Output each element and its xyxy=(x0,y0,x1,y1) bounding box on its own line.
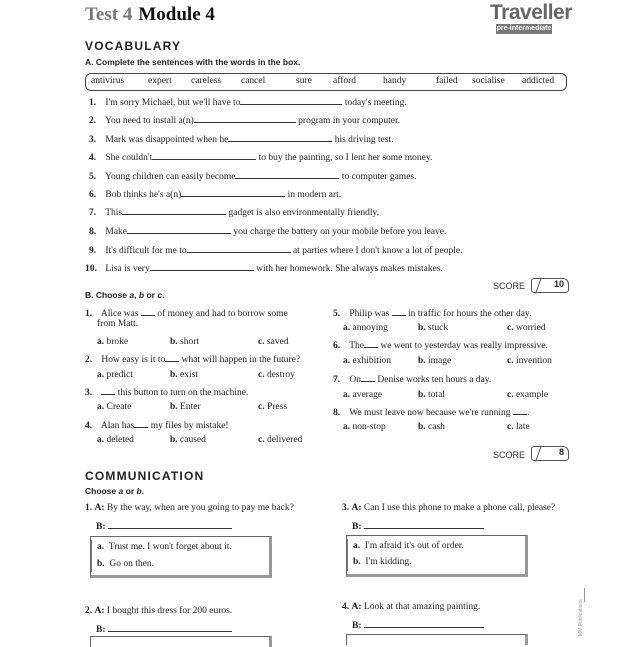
dialogue-response: B: xyxy=(352,520,484,532)
answer-blank[interactable] xyxy=(228,133,332,142)
dialogue-prompt: 1. A: By the way, when are you going to pay me back? xyxy=(85,503,294,513)
page-title xyxy=(85,4,215,26)
answer-blank[interactable] xyxy=(361,373,375,382)
answer-blank[interactable] xyxy=(513,406,527,415)
dialogue-response: B: xyxy=(96,623,232,635)
answer-blank[interactable] xyxy=(141,307,155,316)
option-b[interactable]: b. exist xyxy=(170,370,198,380)
sentence-row: 9. It's difficult for me to at parties where I don't know a lot of people. xyxy=(89,246,463,256)
mc-question: 3. this button to turn on the machine. xyxy=(85,388,249,398)
answer-blank[interactable] xyxy=(134,419,148,428)
sentence-row: 10. Lisa is very with her homework. She always makes mistakes. xyxy=(85,264,443,274)
sentence-row: 4. She couldn't to buy the painting, so I lent her some money. xyxy=(89,153,433,163)
mc-question: 1. Alice was of money and had to borrow some xyxy=(85,309,288,319)
score-label: SCORE xyxy=(493,450,526,460)
word-item: cancel xyxy=(241,76,266,86)
sentence-row: 2. You need to install a(n) program in your computer. xyxy=(89,116,400,126)
answer-blank[interactable] xyxy=(240,96,342,105)
mc-question: 5. Philip was in traffic for hours the other day. xyxy=(333,309,532,319)
choice-box xyxy=(90,536,272,578)
option-a[interactable]: a. annoying xyxy=(343,323,388,333)
sentence-row: 8. Make you charge the battery on your mobile before you leave. xyxy=(89,227,447,237)
word-item: afford xyxy=(333,76,357,86)
answer-blank[interactable] xyxy=(101,386,115,395)
option-c[interactable]: c. delivered xyxy=(258,435,303,445)
option-b[interactable]: b. stuck xyxy=(418,323,449,333)
answer-blank[interactable] xyxy=(392,307,406,316)
answer-blank[interactable] xyxy=(108,520,232,529)
score-label: SCORE xyxy=(493,281,526,291)
option-c[interactable]: c. example xyxy=(507,390,549,400)
part-a-instruction: A. Complete the sentences with the words in the box. xyxy=(85,57,301,67)
choice-b[interactable]: b. Go on then. xyxy=(97,559,155,569)
choice-a[interactable]: a. Trust me. I won't forget about it. xyxy=(97,542,232,552)
module-label: Module 4 xyxy=(138,4,215,25)
word-item: expert xyxy=(148,76,172,86)
answer-blank[interactable] xyxy=(181,188,285,197)
answer-blank[interactable] xyxy=(108,623,232,632)
sentence-row: 7. This gadget is also environmentally friendly. xyxy=(89,208,380,218)
option-b[interactable]: b. Enter xyxy=(170,402,201,412)
answer-blank[interactable] xyxy=(364,619,484,628)
test-label: Test 4 xyxy=(85,4,133,25)
option-c[interactable]: c. saved xyxy=(258,337,289,347)
brand-tag: pre-intermediate xyxy=(496,25,552,32)
dialogue-prompt: 4. A: Look at that amazing painting. xyxy=(342,602,481,612)
communication-heading: COMMUNICATION xyxy=(85,469,205,483)
word-box xyxy=(85,73,567,91)
word-item: antivirus xyxy=(91,76,125,86)
option-a[interactable]: a. broke xyxy=(97,337,129,347)
choice-box xyxy=(90,636,272,647)
option-a[interactable]: a. deleted xyxy=(97,435,134,445)
word-item: addicted xyxy=(522,76,555,86)
option-b[interactable]: b. cash xyxy=(418,422,445,432)
communication-instruction: Choose a or b. xyxy=(85,486,145,496)
dialogue-prompt: 2. A: I bought this dress for 200 euros. xyxy=(85,606,233,616)
mc-question: 2. How easy is it to what will happen in the future? xyxy=(85,355,301,365)
option-c[interactable]: c. worried xyxy=(507,323,546,333)
score-total: 10 xyxy=(553,279,564,289)
mc-question: 8. We must leave now because we're running . xyxy=(333,408,530,418)
word-item: handy xyxy=(383,76,407,86)
answer-blank[interactable] xyxy=(152,151,256,160)
answer-blank[interactable] xyxy=(364,339,378,348)
option-c[interactable]: c. invention xyxy=(507,356,552,366)
dialogue-prompt: 3. A: Can I use this phone to make a phone call, please? xyxy=(342,503,556,513)
option-a[interactable]: a. predict xyxy=(97,370,133,380)
answer-blank[interactable] xyxy=(187,244,291,253)
word-item: failed xyxy=(436,76,458,86)
choice-a[interactable]: a. I'm afraid it's out of order. xyxy=(353,541,464,551)
brand-logo xyxy=(490,1,572,34)
option-a[interactable]: a. average xyxy=(343,390,383,400)
option-c[interactable]: c. Press xyxy=(258,402,288,412)
answer-blank[interactable] xyxy=(122,206,226,215)
option-b[interactable]: b. total xyxy=(418,390,445,400)
word-item: careless xyxy=(191,76,222,86)
mc-question-cont: from Matt. xyxy=(97,319,139,329)
sentence-row: 5. Young children can easily become to computer games. xyxy=(89,172,417,182)
answer-blank[interactable] xyxy=(150,262,254,271)
sentence-row: 3. Mark was disappointed when he his driving test. xyxy=(89,135,394,145)
publisher-mark: MM Publications xyxy=(578,599,584,636)
choice-box xyxy=(346,535,528,577)
score-box[interactable] xyxy=(531,446,569,461)
answer-blank[interactable] xyxy=(127,225,231,234)
option-c[interactable]: c. destroy xyxy=(258,370,295,380)
option-a[interactable]: a. exhibition xyxy=(343,356,392,366)
mc-question: 6. The we went to yesterday was really impressive. xyxy=(333,341,548,351)
option-a[interactable]: a. Create xyxy=(97,402,132,412)
score-total: 8 xyxy=(558,447,564,457)
answer-blank[interactable] xyxy=(194,114,296,123)
sentence-row: 6. Bob thinks he's a(n) in modern art. xyxy=(89,190,342,200)
word-item: sure xyxy=(296,76,312,86)
option-b[interactable]: b. image xyxy=(418,356,452,366)
answer-blank[interactable] xyxy=(235,170,339,179)
sentence-row: 1. I'm sorry Michael, but we'll have to today's meeting. xyxy=(89,98,407,108)
mc-question: 4. Alan has my files by mistake! xyxy=(85,421,229,431)
brand-name: Traveller xyxy=(490,1,572,24)
word-item: socialise xyxy=(472,76,505,86)
dialogue-response: B: xyxy=(96,520,232,532)
option-a[interactable]: a. non-stop xyxy=(343,422,386,432)
mc-question: 7. On Denise works ten hours a day. xyxy=(333,375,492,385)
side-rule xyxy=(584,588,585,602)
part-b-instruction: B. Choose a, b or c. xyxy=(85,290,165,300)
option-b[interactable]: b. short xyxy=(170,337,200,347)
score-box[interactable] xyxy=(531,278,569,293)
choice-b[interactable]: b. I'm kidding. xyxy=(353,557,412,567)
vocabulary-heading: VOCABULARY xyxy=(85,39,182,53)
option-b[interactable]: b. caused xyxy=(170,435,206,445)
answer-blank[interactable] xyxy=(364,520,484,529)
answer-blank[interactable] xyxy=(165,353,179,362)
dialogue-response: B: xyxy=(352,619,484,631)
option-c[interactable]: c. late xyxy=(507,422,530,432)
